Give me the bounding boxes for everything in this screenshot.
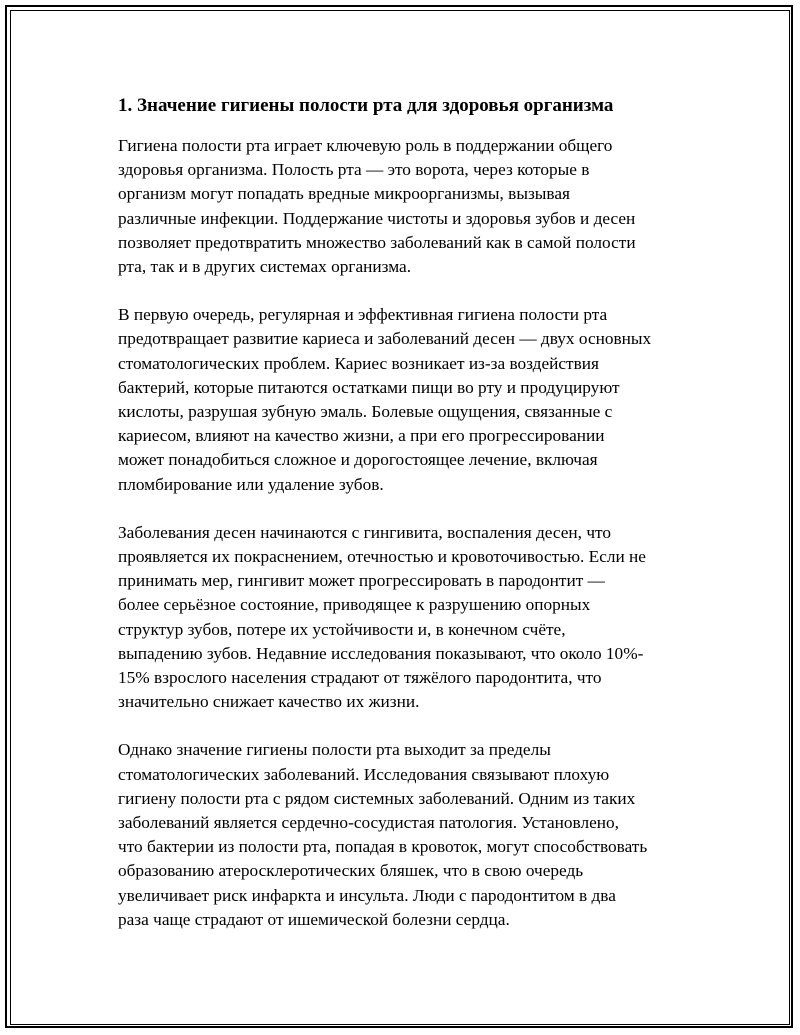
text-line: рта, так и в других системах организма.: [118, 257, 412, 277]
text-line: кислоты, разрушая зубную эмаль. Болевые ощущения, связанные с: [118, 402, 613, 422]
text-line: здоровья организма. Полость рта — это ворота, через которые в: [118, 160, 590, 180]
text-line: гигиену полости рта с рядом системных заболеваний. Одним из таких: [118, 788, 636, 808]
text-line: различные инфекции. Поддержание чистоты и здоровья зубов и десен: [118, 208, 636, 228]
text-line: стоматологических проблем. Кариес возникает из-за воздействия: [118, 353, 599, 373]
text-line: принимать мер, гингивит может прогрессировать в пародонтит —: [118, 571, 605, 591]
text-line: образованию атеросклеротических бляшек, что в свою очередь: [118, 861, 584, 881]
text-line: что бактерии из полости рта, попадая в кровоток, могут способствовать: [118, 837, 648, 857]
text-line: позволяет предотвратить множество заболеваний как в самой полости: [118, 232, 636, 252]
text-line: структур зубов, потере их устойчивости и, в конечном счёте,: [118, 619, 566, 639]
text-line: раза чаще страдают от ишемической болезни сердца.: [118, 909, 510, 929]
text-line: пломбирование или удаление зубов.: [118, 474, 384, 494]
text-line: организм могут попадать вредные микроорганизмы, вызывая: [118, 184, 570, 204]
text-line: более серьёзное состояние, приводящее к разрушению опорных: [118, 595, 591, 615]
text-line: значительно снижает качество их жизни.: [118, 692, 420, 712]
text-line: Гигиена полости рта играет ключевую роль в поддержании общего: [118, 136, 613, 155]
paragraph-caries: [118, 303, 693, 497]
text-line: 15% взрослого населения страдают от тяжёлого пародонтита, что: [118, 668, 602, 688]
text-line: заболеваний является сердечно-сосудистая патология. Установлено,: [118, 813, 619, 833]
text-line: выпадению зубов. Недавние исследования показывают, что около 10%-: [118, 643, 644, 663]
text-line: бактерий, которые питаются остатками пищи во рту и продуцируют: [118, 377, 620, 397]
document-body: [118, 92, 693, 956]
section-heading: 1. Значение гигиены полости рта для здоровья организма: [118, 95, 614, 116]
text-line: кариесом, влияют на качество жизни, а при его прогрессировании: [118, 426, 605, 446]
text-line: увеличивает риск инфаркта и инсульта. Люди с пародонтитом в два: [118, 885, 616, 905]
paragraph-systemic: [118, 738, 693, 932]
text-line: Заболевания десен начинаются с гингивита, воспаления десен, что: [118, 522, 611, 542]
paragraph-gum-disease: [118, 521, 693, 715]
text-line: предотвращает развитие кариеса и заболеваний десен — двух основных: [118, 329, 652, 349]
text-line: Однако значение гигиены полости рта выходит за пределы: [118, 740, 551, 760]
text-line: может понадобиться сложное и дорогостоящее лечение, включая: [118, 450, 598, 470]
paragraph-intro: [118, 134, 693, 279]
text-line: В первую очередь, регулярная и эффективная гигиена полости рта: [118, 305, 608, 325]
text-line: проявляется их покраснением, отечностью и кровоточивостью. Если не: [118, 547, 646, 567]
text-line: стоматологических заболеваний. Исследования связывают плохую: [118, 764, 610, 784]
